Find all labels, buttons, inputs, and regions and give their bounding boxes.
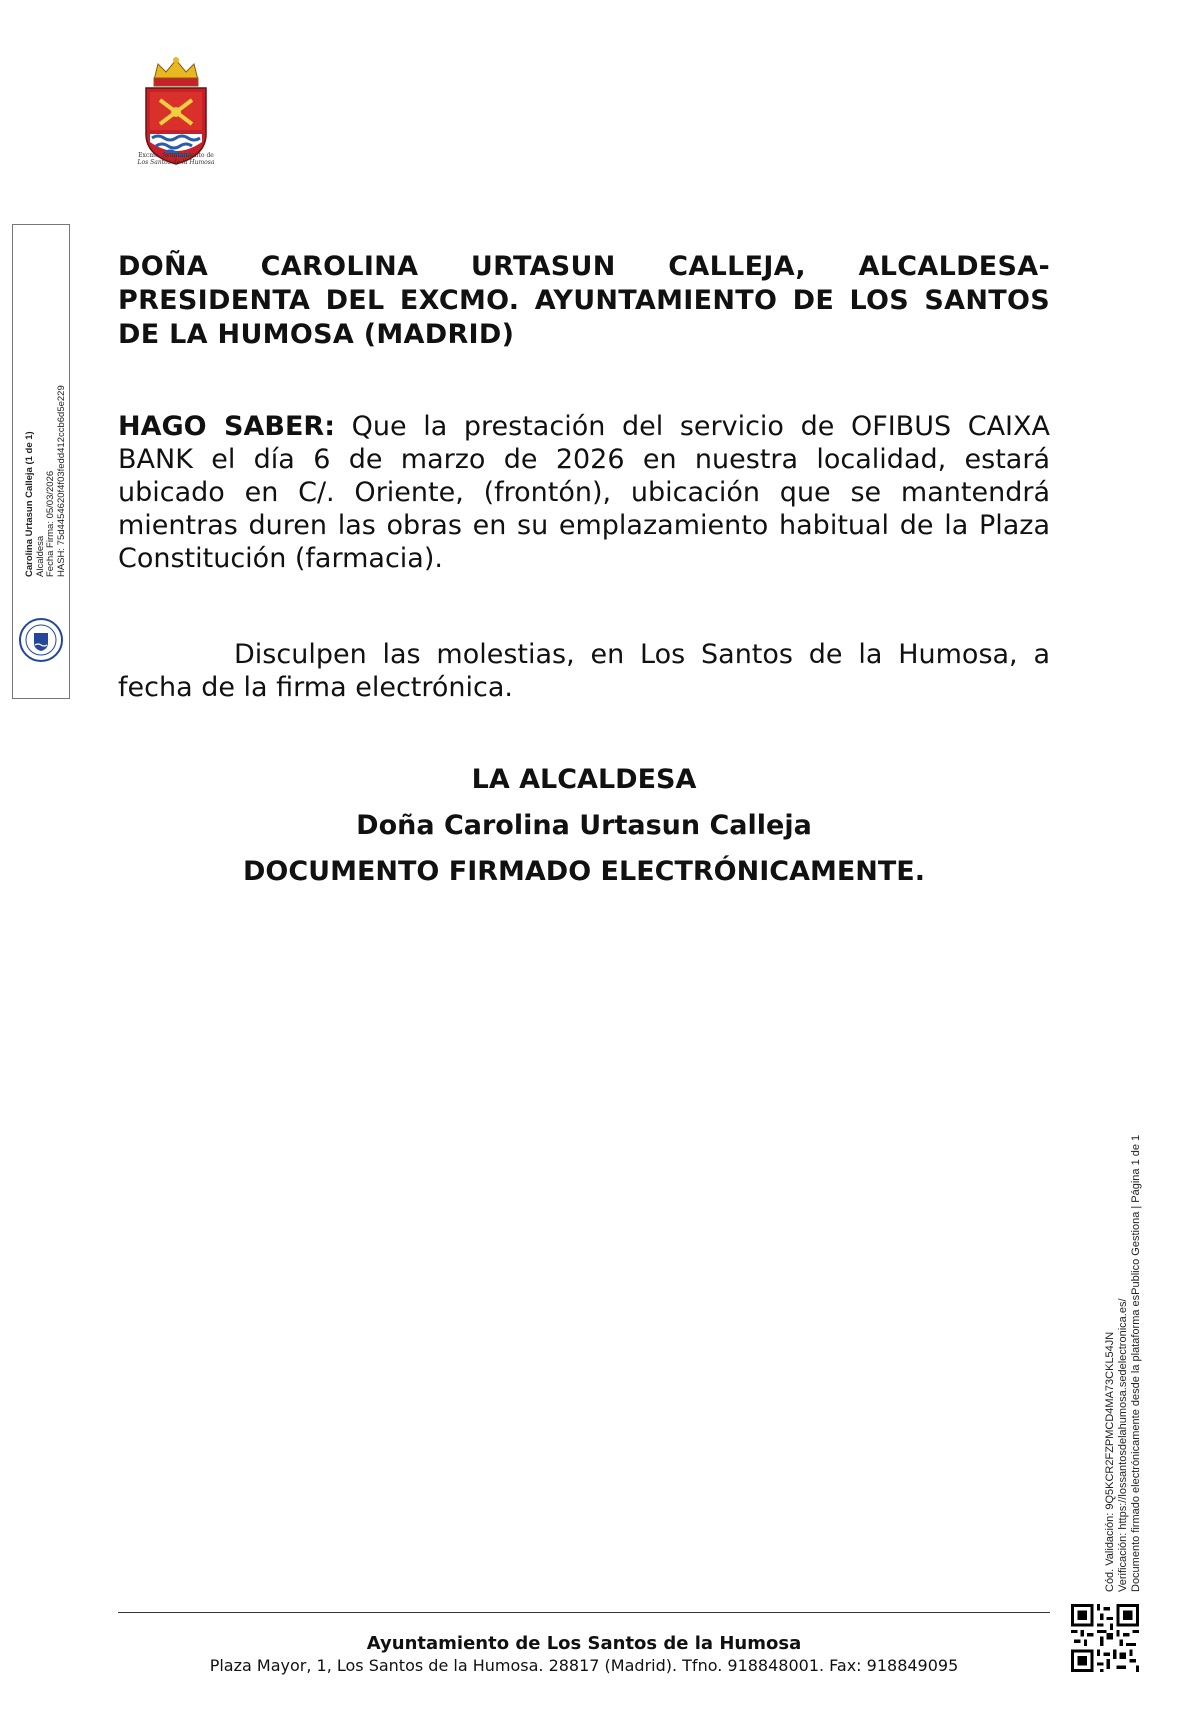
closing-text: Disculpen las molestias, en Los Santos de la Humosa, a fecha de la firma electrónica. [118,639,1050,703]
qr-code-icon [1071,1604,1139,1672]
notice-body: Que la prestación del servicio de OFIBUS CAIXA BANK el día 6 de marzo de 2026 en nuestra localidad, estará ubicado en C/. Oriente, (frontón), ubicación que se mantendrá mientras duren las obras en su emplazamiento habitual de la Plaza Constitución (farmacia). [118,411,1050,574]
closing-paragraph [118,638,1050,704]
footer-name: Ayuntamiento de Los Santos de la Humosa [366,1633,802,1654]
validation-url: Verificación: https://lossantosdelahumosa.sedelectronica.es/ [1117,1298,1129,1592]
notice-lead: HAGO SABER: [118,411,335,442]
signature-hash: HASH: 75d4454620f4f03fedd412ccb6d5e229 [55,385,67,577]
signoff-block [118,757,1050,895]
crest-caption [126,152,226,166]
validation-platform: Documento firmado electrónicamente desde la plataforma esPublico Gestiona | Página 1 de 1 [1130,1134,1142,1592]
page-footer [118,1632,1050,1676]
signature-stamp-text [25,377,75,577]
signature-stamp [12,224,70,699]
signature-date: Fecha Firma: 05/03/2026 [45,470,56,577]
footer-address: Plaza Mayor, 1, Los Santos de la Humosa. 28817 (Madrid). Tfno. 918848001. Fax: 918849095 [209,1656,959,1675]
footer-divider [118,1612,1050,1613]
signer-name: Carolina Urtasun Calleja (1 de 1) [24,431,35,577]
validation-code: Cód. Validación: 9Q5KCR2FZPMCD4MA73CKL54JN [1104,1331,1116,1592]
municipal-seal-icon [18,617,64,663]
document-heading: DOÑA CAROLINA URTASUN CALLEJA, ALCALDESA-PRESIDENTA DEL EXCMO. AYUNTAMIENTO DE LOS SANTOS DE LA HUMOSA (MADRID) [118,251,1050,350]
signoff-name: Doña Carolina Urtasun Calleja [356,810,812,841]
validation-block [1104,1072,1154,1592]
signoff-note: DOCUMENTO FIRMADO ELECTRÓNICAMENTE. [242,856,926,887]
signer-role: Alcaldesa [34,535,46,577]
crest-caption-line2: Los Santos de la Humosa [137,159,215,166]
signoff-title: LA ALCALDESA [471,764,697,795]
crest-caption-line1: Excmo. Ayuntamiento de [138,152,214,159]
notice-paragraph [118,410,1050,575]
